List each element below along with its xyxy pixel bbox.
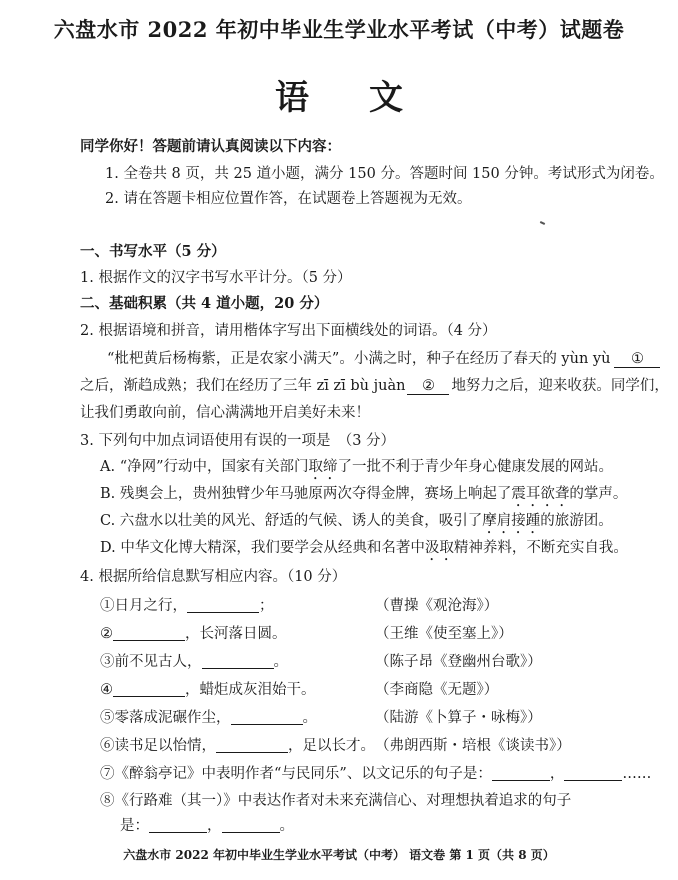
recite-text: ⑦《醉翁亭记》中表明作者“与民同乐”、以文记乐的句子是：	[100, 766, 492, 782]
dotted-word: 震耳欲聋	[511, 486, 570, 502]
notice-item-2: 2. 请在答题卡相应位置作答，在试题卷上答题视为无效。	[105, 191, 472, 207]
answer-blank[interactable]	[492, 766, 550, 781]
recite-row-8: ⑧《行路难（其一）》中表达作者对未来充满信心、对理想执着追求的句子	[100, 793, 572, 809]
question-2-passage-line-2	[80, 374, 669, 395]
dotted-word: 摩肩接踵	[482, 513, 541, 529]
option-text: A. “净网”行动中，国家有关部门	[100, 459, 309, 475]
answer-blank[interactable]	[113, 626, 185, 641]
recite-text: 是：	[120, 818, 149, 834]
recite-text: ，足以长才。	[288, 738, 375, 754]
blank-2: ②	[407, 378, 449, 395]
passage-text: 之后，渐趋成熟；我们在经历了三年 zī zī bù juàn	[80, 378, 406, 394]
recite-text: ③前不见古人，	[100, 654, 202, 670]
answer-blank[interactable]	[216, 738, 288, 753]
recite-row-6	[100, 734, 375, 755]
recite-source-2: （王维《使至塞上》）	[375, 626, 513, 642]
recite-text: ，	[207, 818, 222, 834]
recite-text: ②	[100, 626, 113, 642]
answer-blank[interactable]	[187, 598, 259, 613]
section1-heading: 一、书写水平（5 分）	[80, 243, 226, 260]
option-d	[100, 536, 628, 564]
page-footer: 六盘水市 2022 年初中毕业生学业水平考试（中考） 语文卷 第 1 页（共 8 页）	[123, 848, 555, 862]
answer-blank[interactable]	[202, 654, 274, 669]
recite-row-8-answer	[120, 814, 294, 835]
question-4-stem: 4. 根据所给信息默写相应内容。（10 分）	[80, 569, 347, 585]
answer-blank[interactable]	[222, 818, 280, 833]
question-2-passage-line-3: 让我们勇敢向前，信心满满地开启美好未来！	[80, 405, 370, 421]
option-a	[100, 455, 613, 483]
section2-heading: 二、基础积累（共 4 道小题，20 分）	[80, 295, 329, 312]
answer-blank[interactable]	[149, 818, 207, 833]
recite-text: ，	[549, 766, 565, 782]
recite-source-1: （曹操《观沧海》）	[375, 598, 499, 614]
recite-text: ⑤零落成泥碾作尘，	[100, 710, 231, 726]
answer-blank[interactable]	[564, 766, 622, 781]
recite-row-4	[100, 678, 316, 699]
answer-blank[interactable]	[113, 682, 185, 697]
recite-text: ，长河落日圆。	[185, 626, 287, 642]
option-text: 精神养料，不断充实自我。	[453, 540, 628, 556]
recite-text: ④	[100, 682, 113, 698]
option-text: 了一批不利于青少年身心健康发展的网站。	[337, 459, 614, 475]
scan-mark	[540, 221, 545, 225]
passage-text: 地努力之后，迎来收获。同学们，	[451, 378, 669, 394]
recite-row-5	[100, 706, 317, 727]
exam-title: 六盘水市 2022 年初中毕业生学业水平考试（中考）试题卷	[53, 17, 625, 42]
recite-text: 。	[302, 710, 317, 726]
question-1: 1. 根据作文的汉字书写水平计分。（5 分）	[80, 270, 352, 286]
notice-intro: 同学你好！答题前请认真阅读以下内容：	[80, 138, 341, 155]
recite-source-6: （弗朗西斯・培根《谈读书》）	[375, 738, 571, 754]
option-text: C. 六盘水以壮美的风光、舒适的气候、诱人的美食，吸引了	[100, 513, 483, 529]
question-3-stem: 3. 下列句中加点词语使用有误的一项是 （3 分）	[80, 433, 396, 449]
dotted-word: 汲取	[424, 540, 454, 556]
option-text: B. 残奥会上，贵州独臂少年马驰原两次夺得金牌，赛场上响起了	[100, 486, 512, 502]
option-b	[100, 482, 627, 510]
option-text: 的掌声。	[569, 486, 628, 502]
recite-source-5: （陆游《卜算子・咏梅》）	[375, 710, 542, 726]
recite-text: 。	[273, 654, 288, 670]
recite-row-3	[100, 650, 288, 671]
recite-text: ⑥读书足以怡情，	[100, 738, 216, 754]
recite-text: 。	[279, 818, 294, 834]
option-c	[100, 509, 613, 537]
recite-text: ……	[622, 766, 652, 782]
option-text: D. 中华文化博大精深，我们要学会从经典和名著中	[100, 540, 425, 556]
question-2-passage-line-1	[107, 347, 660, 368]
recite-source-3: （陈子昂《登幽州台歌》）	[375, 654, 542, 670]
question-2-stem: 2. 根据语境和拼音，请用楷体字写出下面横线处的词语。（4 分）	[80, 323, 497, 339]
answer-blank[interactable]	[231, 710, 303, 725]
recite-row-1	[100, 594, 274, 615]
option-text: 的旅游团。	[540, 513, 613, 529]
passage-text: “枇杷黄后杨梅紫，正是农家小满天”。小满之时，种子在经历了春天的 yùn yù	[107, 351, 611, 367]
recite-source-4: （李商隐《无题》）	[375, 682, 499, 698]
subject-title: 语文	[275, 78, 463, 118]
recite-text: ，蜡炬成灰泪始干。	[185, 682, 316, 698]
recite-text: ①日月之行，	[100, 598, 187, 614]
blank-1: ①	[614, 351, 660, 368]
dotted-word: 取缔	[308, 459, 338, 475]
recite-row-7	[100, 762, 651, 783]
notice-item-1: 1. 全卷共 8 页，共 25 道小题，满分 150 分。答题时间 150 分钟。考试形式为闭卷。	[105, 166, 664, 182]
recite-text: ；	[259, 598, 274, 614]
recite-row-2	[100, 622, 287, 643]
